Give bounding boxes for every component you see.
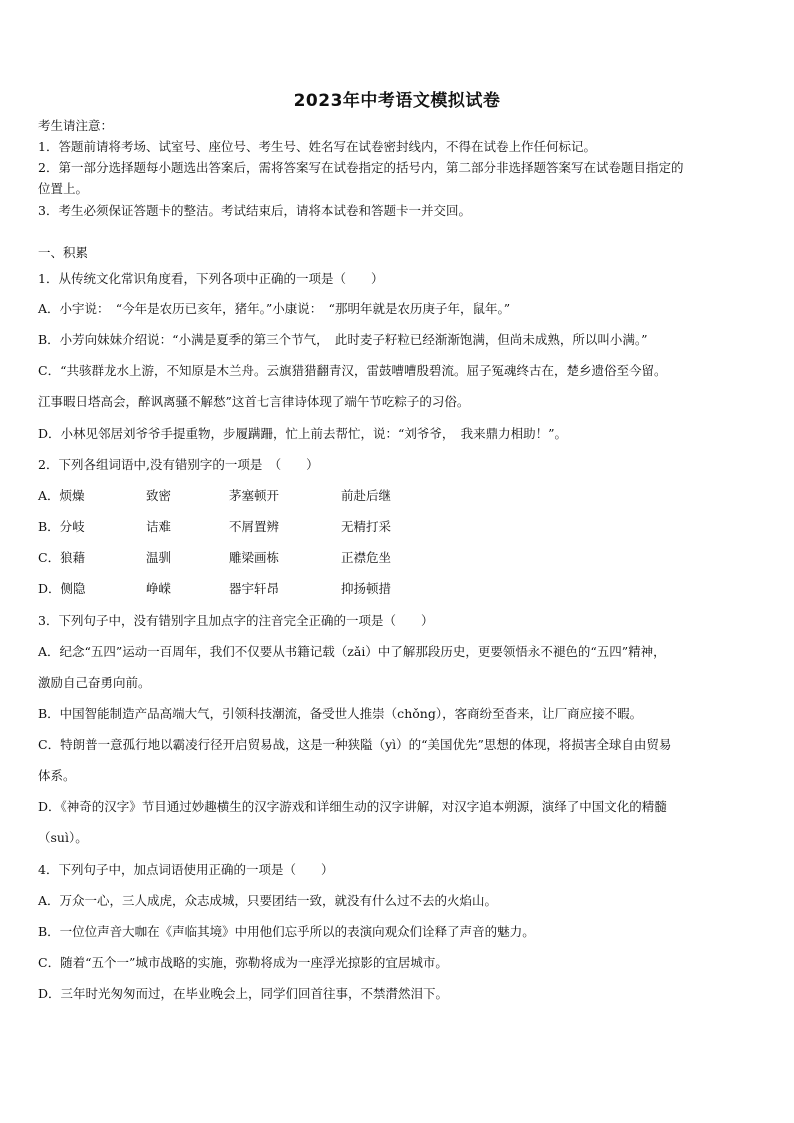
notice-item: 2．第一部分选择题每小题选出答案后，需将答案写在试卷指定的括号内，第二部分非选择题答案写在试卷题目指定的 (38, 160, 684, 175)
option-word: B．分岐 (38, 519, 85, 534)
option-c-cont: 体系。 (38, 768, 76, 783)
option-c-cont: 江事暇日塔高会，醉讽离骚不解愁”这首七言律诗体现了端午节吃粽子的习俗。 (38, 394, 470, 409)
question-stem: 1．从传统文化常识角度看，下列各项中正确的一项是（ ） (38, 271, 384, 286)
option-row (38, 548, 441, 568)
option-word: C．狼藉 (38, 550, 86, 565)
question-stem: 3．下列句子中，没有错别字且加点字的注音完全正确的一项是（ ） (38, 613, 434, 628)
option-word: 无精打采 (341, 519, 392, 534)
option-d: D．《神奇的汉字》节目通过妙趣横生的汉字游戏和详细生动的汉字讲解，对汉字追本朔源，演绎了中国文化的精髓 (38, 799, 667, 814)
option-word: 抑扬顿措 (341, 581, 392, 596)
option-word: 器宇轩昂 (229, 581, 280, 596)
option-c: C．特朗普一意孤行地以霸凌行径开启贸易战，这是一种狭隘（yì）的“美国优先”思想的体现，将损害全球自由贸易 (38, 737, 672, 752)
option-word: 不屑置辨 (229, 519, 280, 534)
notice-heading: 考生请注意： (38, 118, 114, 133)
option-b: B．小芳向妹妹介绍说：“小满是夏季的第三个节气， 此时麦子籽粒已经渐渐饱满，但尚未成熟，所以叫小满。” (38, 332, 648, 347)
option-c: C．“共骇群龙水上游，不知原是木兰舟。云旗猎猎翻青汉，雷鼓嘈嘈殷碧流。屈子冤魂终古在，楚乡遗俗至今留。 (38, 363, 667, 378)
option-d: D．小林见邻居刘爷爷手提重物，步履蹒跚，忙上前去帮忙，说：“刘爷爷， 我来鼎力相助！”。 (38, 426, 568, 441)
option-d: D．三年时光匆匆而过，在毕业晚会上，同学们回首往事，不禁潸然泪下。 (38, 986, 449, 1001)
option-word: 诘难 (146, 519, 172, 534)
option-word: 致密 (146, 488, 172, 503)
option-word: 茅塞顿开 (229, 488, 280, 503)
option-b: B．一位位声音大咖在《声临其境》中用他们忘乎所以的表演向观众们诠释了声音的魅力。 (38, 924, 535, 939)
notice-item: 1．答题前请将考场、试室号、座位号、考生号、姓名写在试卷密封线内，不得在试卷上作任何标记。 (38, 139, 596, 154)
option-a-cont: 激励自己奋勇向前。 (38, 675, 151, 690)
notice-item: 3．考生必须保证答题卡的整洁。考试结束后，请将本试卷和答题卡一并交回。 (38, 203, 471, 218)
option-word: D．侧隐 (38, 581, 86, 596)
option-word: 正襟危坐 (341, 550, 392, 565)
option-word: 前赴后继 (341, 488, 392, 503)
option-c: C．随着“五个一”城市战略的实施，弥勒将成为一座浮光掠影的宜居城市。 (38, 955, 448, 970)
option-word: 峥嵘 (146, 581, 172, 596)
question-stem: 2．下列各组词语中,没有错别字的一项是 （ ） (38, 457, 319, 472)
option-row (38, 517, 441, 537)
option-row (38, 486, 441, 506)
option-word: 雕梁画栋 (229, 550, 280, 565)
option-a: A．小宇说： “今年是农历已亥年，猪年。”小康说： “那明年就是农历庚子年，鼠年。” (38, 301, 511, 316)
option-word: 温驯 (146, 550, 172, 565)
option-word: A．烦燥 (38, 488, 85, 503)
notice-item: 位置上。 (38, 181, 89, 196)
option-a: A．万众一心，三人成虎，众志成城，只要团结一致，就没有什么过不去的火焰山。 (38, 893, 498, 908)
page-title: 2023年中考语文模拟试卷 (293, 91, 501, 111)
option-row (38, 579, 441, 599)
option-d-cont: （suì）。 (38, 830, 88, 845)
section-heading: 一、积累 (38, 245, 89, 260)
question-stem: 4．下列句子中，加点词语使用正确的一项是（ ） (38, 862, 334, 877)
option-a: A．纪念“五四”运动一百周年，我们不仅要从书籍记载（zǎi）中了解那段历史，更要领悟永不褪色的“五四”精神， (38, 644, 666, 659)
option-b: B．中国智能制造产品高端大气，引领科技潮流，备受世人推崇（chǒng），客商纷至沓来，让厂商应接不暇。 (38, 706, 643, 721)
